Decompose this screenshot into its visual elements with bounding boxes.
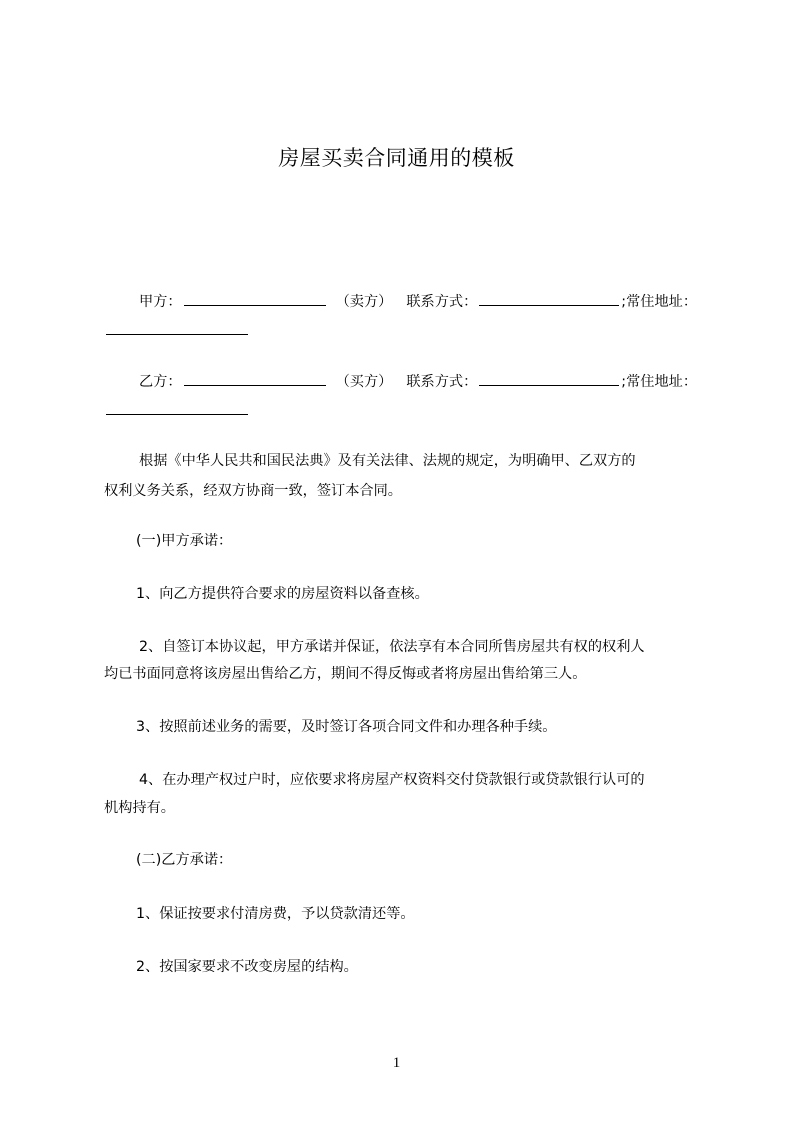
- section-a-item-3: 3、按照前述业务的需要，及时签订各项合同文件和办理各种手续。: [136, 719, 557, 735]
- party-b-name-blank: [184, 371, 326, 386]
- party-a-role: （卖方）: [335, 294, 393, 310]
- section-a-item-2-line-1: 2、自签订本协议起，甲方承诺并保证，依法享有本合同所售房屋共有权的权利人: [139, 639, 645, 655]
- section-b-heading: (二)乙方承诺：: [136, 852, 233, 868]
- party-b-contact-blank: [479, 371, 619, 386]
- party-a-contact-blank: [479, 291, 619, 306]
- section-b-item-2: 2、按国家要求不改变房屋的结构。: [136, 959, 358, 975]
- section-a-item-2-line-2: 均已书面同意将该房屋出售给乙方，期间不得反悔或者将房屋出售给第三人。: [104, 666, 587, 682]
- party-a-contact-label: 联系方式：: [406, 294, 478, 310]
- party-a-name-blank: [184, 291, 326, 306]
- party-a-address-label: ;常住地址：: [621, 294, 698, 310]
- party-b-address-label: ;常住地址：: [621, 374, 698, 390]
- party-a-address-blank: [106, 320, 248, 335]
- party-a-line: [139, 291, 697, 312]
- party-b-line: [139, 371, 697, 392]
- page-title: 房屋买卖合同通用的模板: [278, 146, 515, 170]
- section-a-item-4-line-1: 4、在办理产权过户时，应依要求将房屋产权资料交付贷款银行或贷款银行认可的: [139, 772, 645, 788]
- party-a-address-line: [104, 320, 250, 341]
- party-a-label: 甲方：: [139, 294, 182, 310]
- party-b-role: （买方）: [335, 374, 393, 390]
- section-a-item-1: 1、向乙方提供符合要求的房屋资料以备查核。: [136, 586, 429, 602]
- section-b-item-1: 1、保证按要求付清房费，予以贷款清还等。: [136, 906, 415, 922]
- party-b-contact-label: 联系方式：: [406, 374, 478, 390]
- party-b-label: 乙方：: [139, 374, 182, 390]
- party-b-address-line: [104, 400, 250, 421]
- page-number: 1: [392, 1055, 401, 1071]
- section-a-item-4-line-2: 机构持有。: [104, 800, 175, 816]
- preamble-line-1: 根据《中华人民共和国民法典》及有关法律、法规的规定，为明确甲、乙双方的: [139, 453, 636, 469]
- party-b-address-blank: [106, 400, 248, 415]
- section-a-heading: (一)甲方承诺：: [136, 533, 233, 549]
- preamble-line-2: 权利义务关系，经双方协商一致，签订本合同。: [104, 483, 402, 499]
